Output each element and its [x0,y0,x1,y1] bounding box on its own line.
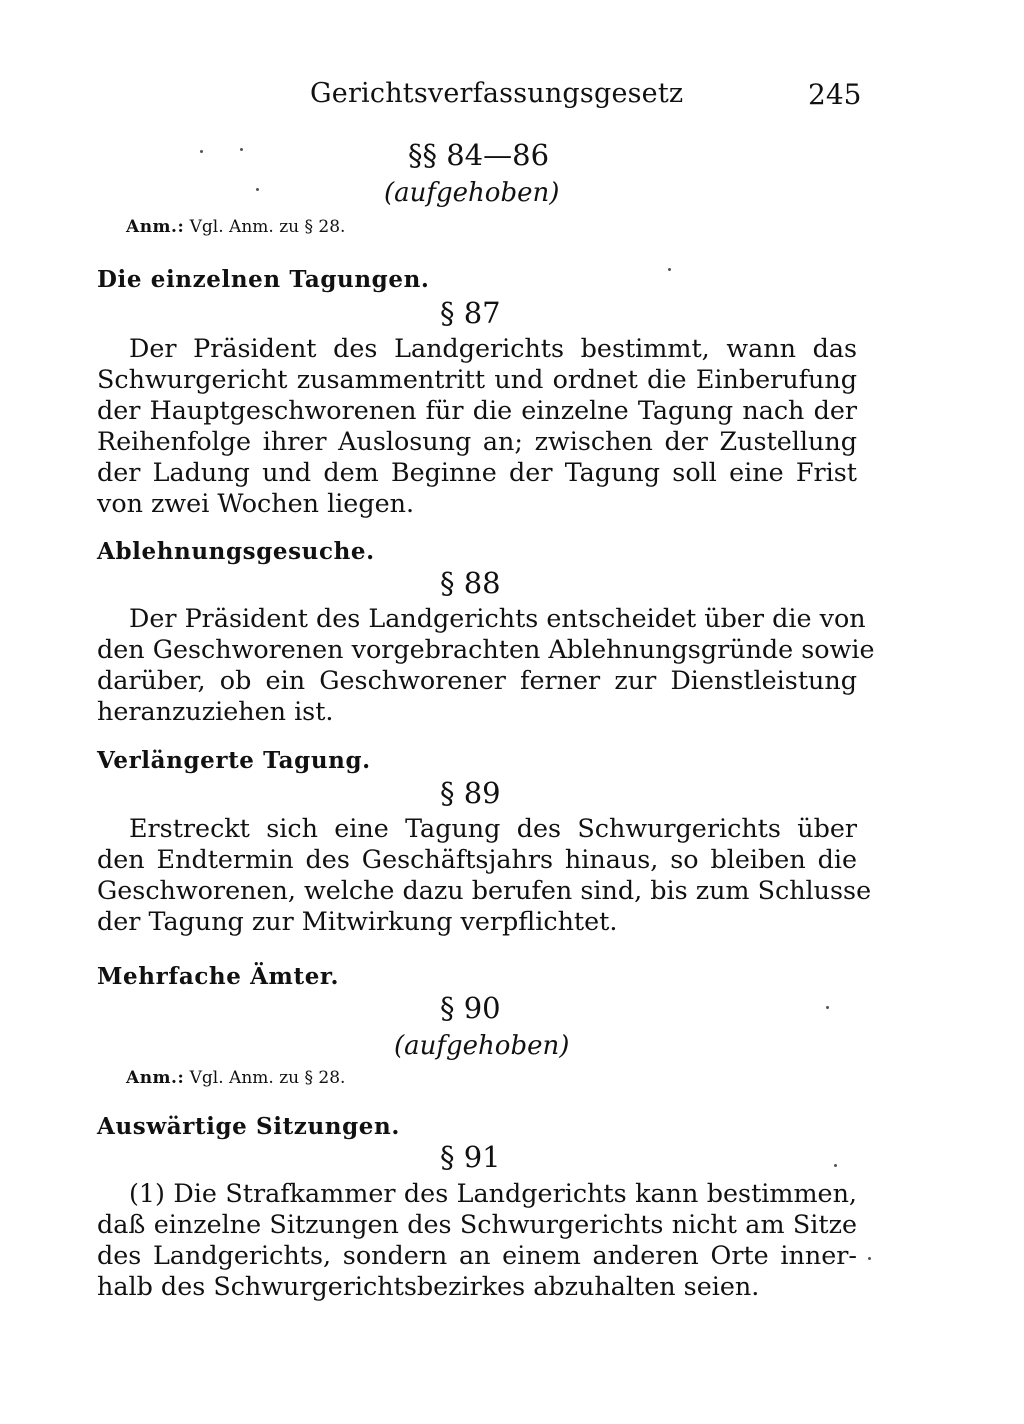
text-line: heranzuziehen ist. [97,696,334,726]
section-87-heading: Die einzelnen Tagungen. [97,266,430,293]
text-line: Der Präsident des Landgerichts entscheidet über die von [129,603,866,633]
section-84-86-number: §§ 84—86 [408,138,550,172]
text-line: Reihenfolge ihrer Auslosung an; zwischen der Zustellung [97,426,857,456]
scan-speck [200,150,203,153]
text-line: (1) Die Strafkammer des Landgerichts kann bestimmen, [129,1178,857,1208]
scan-speck [826,1006,829,1009]
text-line: Der Präsident des Landgerichts bestimmt, wann das [129,333,857,363]
section-89-number: § 89 [440,776,501,810]
text-line: Erstreckt sich eine Tagung des Schwurgerichts über [129,813,857,843]
section-87-number: § 87 [440,296,501,330]
text-line: der Tagung zur Mitwirkung verpflichtet. [97,906,618,936]
section-89-text [97,813,872,937]
section-90-status: (aufgehoben) [394,1031,570,1061]
scan-speck [240,148,243,151]
text-line: den Endtermin des Geschäftsjahrs hinaus, so bleiben die [97,844,857,874]
section-91-number: § 91 [440,1140,501,1174]
scan-speck [256,188,259,191]
section-88-heading: Ablehnungsgesuche. [97,538,375,565]
scan-speck [868,1257,871,1260]
section-90-heading: Mehrfache Ämter. [97,963,340,990]
text-line: Geschworenen, welche dazu berufen sind, bis zum Schlusse [97,875,872,905]
note-text: Vgl. Anm. zu § 28. [189,217,346,237]
section-84-86-note [126,217,345,237]
text-line: von zwei Wochen liegen. [97,488,415,518]
scan-speck [668,268,671,271]
section-87-text [97,333,857,519]
note-text: Vgl. Anm. zu § 28. [189,1068,346,1088]
text-line: daß einzelne Sitzungen des Schwurgerichts nicht am Sitze [97,1209,857,1239]
section-88-text [97,603,875,727]
page-number: 245 [808,78,862,111]
section-89-heading: Verlängerte Tagung. [97,747,371,774]
section-91-text [97,1178,857,1302]
text-line: der Ladung und dem Beginne der Tagung soll eine Frist [97,457,857,487]
section-90-number: § 90 [440,991,501,1025]
text-line: halb des Schwurgerichtsbezirkes abzuhalten seien. [97,1271,760,1301]
section-91-heading: Auswärtige Sitzungen. [97,1113,400,1140]
text-line: des Landgerichts, sondern an einem anderen Orte inner- [97,1240,857,1270]
scan-speck [834,1164,837,1167]
note-label: Anm.: [126,217,185,237]
text-line: Schwurgericht zusammentritt und ordnet die Einberufung [97,364,857,394]
text-line: den Geschworenen vorgebrachten Ablehnungsgründe sowie [97,634,875,664]
running-title: Gerichtsverfassungsgesetz [310,78,684,109]
section-88-number: § 88 [440,566,501,600]
note-label: Anm.: [126,1068,185,1088]
text-line: darüber, ob ein Geschworener ferner zur Dienstleistung [97,665,857,695]
section-90-note [126,1068,345,1088]
text-line: der Hauptgeschworenen für die einzelne Tagung nach der [97,395,857,425]
section-84-86-status: (aufgehoben) [384,178,560,208]
